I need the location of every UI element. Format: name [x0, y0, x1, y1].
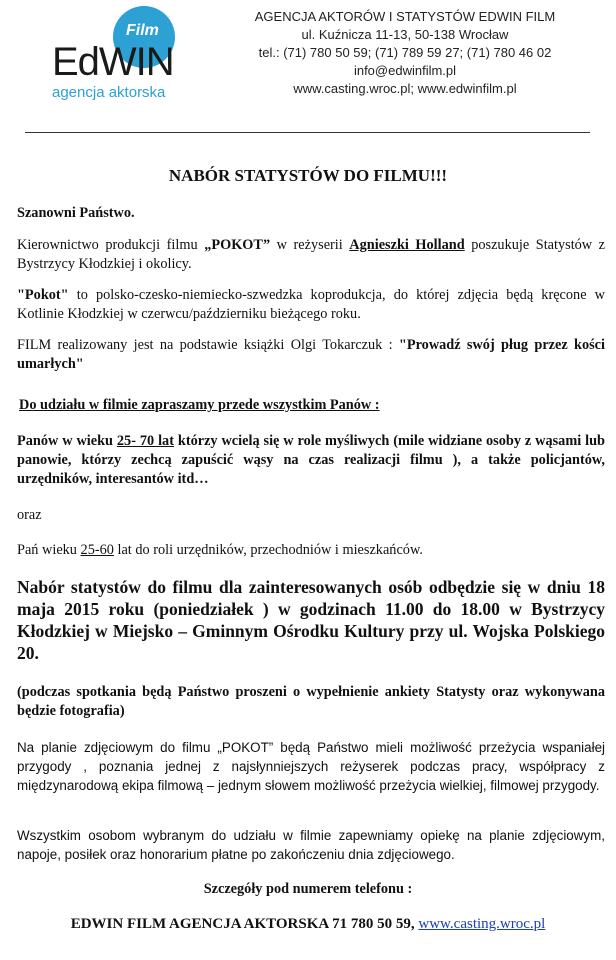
p1-text-c: poszukuje Statystów z Bystrzycy Kłodzkiej i okolicy. — [17, 237, 606, 272]
men-text-b: którzy wcielą się w role myśliwych (mile widziane osoby z wąsami lub panowie, którzy zechcą zapuścić wąsy na czas realizacji filmu ), a także policjantów, urzędników, interesantów itd… — [17, 433, 605, 487]
footer-text: EDWIN FILM AGENCJA AKTORSKA 71 780 50 59, — [70, 916, 419, 932]
book-title: "Prowadź swój pług przez kości umarłych" — [17, 337, 605, 372]
women-text-b: lat do roli urzędników, przechodniów i mieszkańców. — [113, 542, 423, 558]
meeting-note: (podczas spotkania będą Państwo proszeni o wypełnienie ankiety Statysty oraz wykonywana będzie fotografia) — [17, 684, 605, 719]
paragraph-coproduction — [17, 286, 605, 324]
paragraph-women — [17, 541, 605, 560]
logo-brand-text: EdWIN — [52, 40, 174, 84]
agency-address: ul. Kuźnicza 11-13, 50-138 Wrocław — [301, 27, 509, 42]
edwin-film-logo — [18, 6, 188, 106]
logo-tagline: agencja aktorska — [52, 84, 166, 101]
letterhead-contact — [205, 8, 605, 98]
header-divider — [25, 132, 590, 133]
women-age: 25-60 — [80, 542, 114, 558]
logo-film-text: Film — [126, 22, 159, 39]
p1-text-a: Kierownictwo produkcji filmu — [17, 237, 205, 253]
film-title: „POKOT” — [204, 237, 271, 253]
paragraph-book — [17, 336, 605, 374]
details-heading: Szczegóły pod numerem telefonu : — [203, 881, 413, 897]
women-text-a: Pań wieku — [17, 542, 81, 558]
greeting: Szanowni Państwo. — [17, 205, 135, 221]
agency-email[interactable]: info@edwinfilm.pl — [353, 63, 457, 78]
paragraph-benefits: Wszystkim osobom wybranym do udziału w filmie zapewniamy opiekę na planie zdjęciowym, napoje, posiłek oraz honorarium płatne po zakończeniu dnia zdjęciowego. — [17, 828, 605, 862]
paragraph-experience: Na planie zdjęciowym do filmu „POKOT” będą Państwo mieli możliwość przeżycia wspaniałej przygody , poznania jednej z najsłynniejszych reżyserek podczas pracy, współpracy z międzynarodową ekipa filmową – jednym słowem możliwość przeżycia wielkiej, filmowej przygody. — [17, 740, 605, 793]
footer-contact — [0, 915, 616, 934]
agency-phones: tel.: (71) 780 50 59; (71) 789 59 27; (71) 780 46 02 — [258, 45, 552, 60]
paragraph-production — [17, 236, 605, 274]
p1-text-b: w reżyserii — [270, 237, 350, 253]
director-name: Agnieszki Holland — [349, 237, 465, 253]
agency-name: AGENCJA AKTORÓW I STATYSTÓW EDWIN FILM — [254, 9, 556, 24]
casting-website-link[interactable]: www.casting.wroc.pl — [418, 916, 546, 932]
invite-heading: Do udziału w filmie zapraszamy przede wszystkim Panów : — [19, 397, 380, 413]
film-title-2: "Pokot" — [17, 287, 69, 303]
men-text-a: Panów w wieku — [17, 433, 117, 449]
oraz-text: oraz — [17, 507, 42, 523]
paragraph-men — [17, 432, 605, 489]
p3-text: FILM realizowany jest na podstawie książki Olgi Tokarczuk : — [17, 337, 399, 353]
recruitment-announcement: Nabór statystów do filmu dla zainteresowanych osób odbędzie się w dniu 18 maja 2015 roku (poniedziałek ) w godzinach 11.00 do 18.00 w Bystrzycy Kłodzkiej w Miejsko – Gminnym Ośrodku Kultury przy ul. Wojska Polskiego 20. — [17, 577, 605, 663]
page-title: NABÓR STATYSTÓW DO FILMU!!! — [168, 166, 448, 185]
p2-text: to polsko-czesko-niemiecko-szwedzka koprodukcja, do której zdjęcia będą kręcone w Kotlinie Kłodzkiej w czerwcu/październiku bieżącego roku. — [17, 287, 605, 322]
agency-websites[interactable]: www.casting.wroc.pl; www.edwinfilm.pl — [293, 81, 517, 96]
men-age: 25- 70 lat — [116, 433, 174, 449]
